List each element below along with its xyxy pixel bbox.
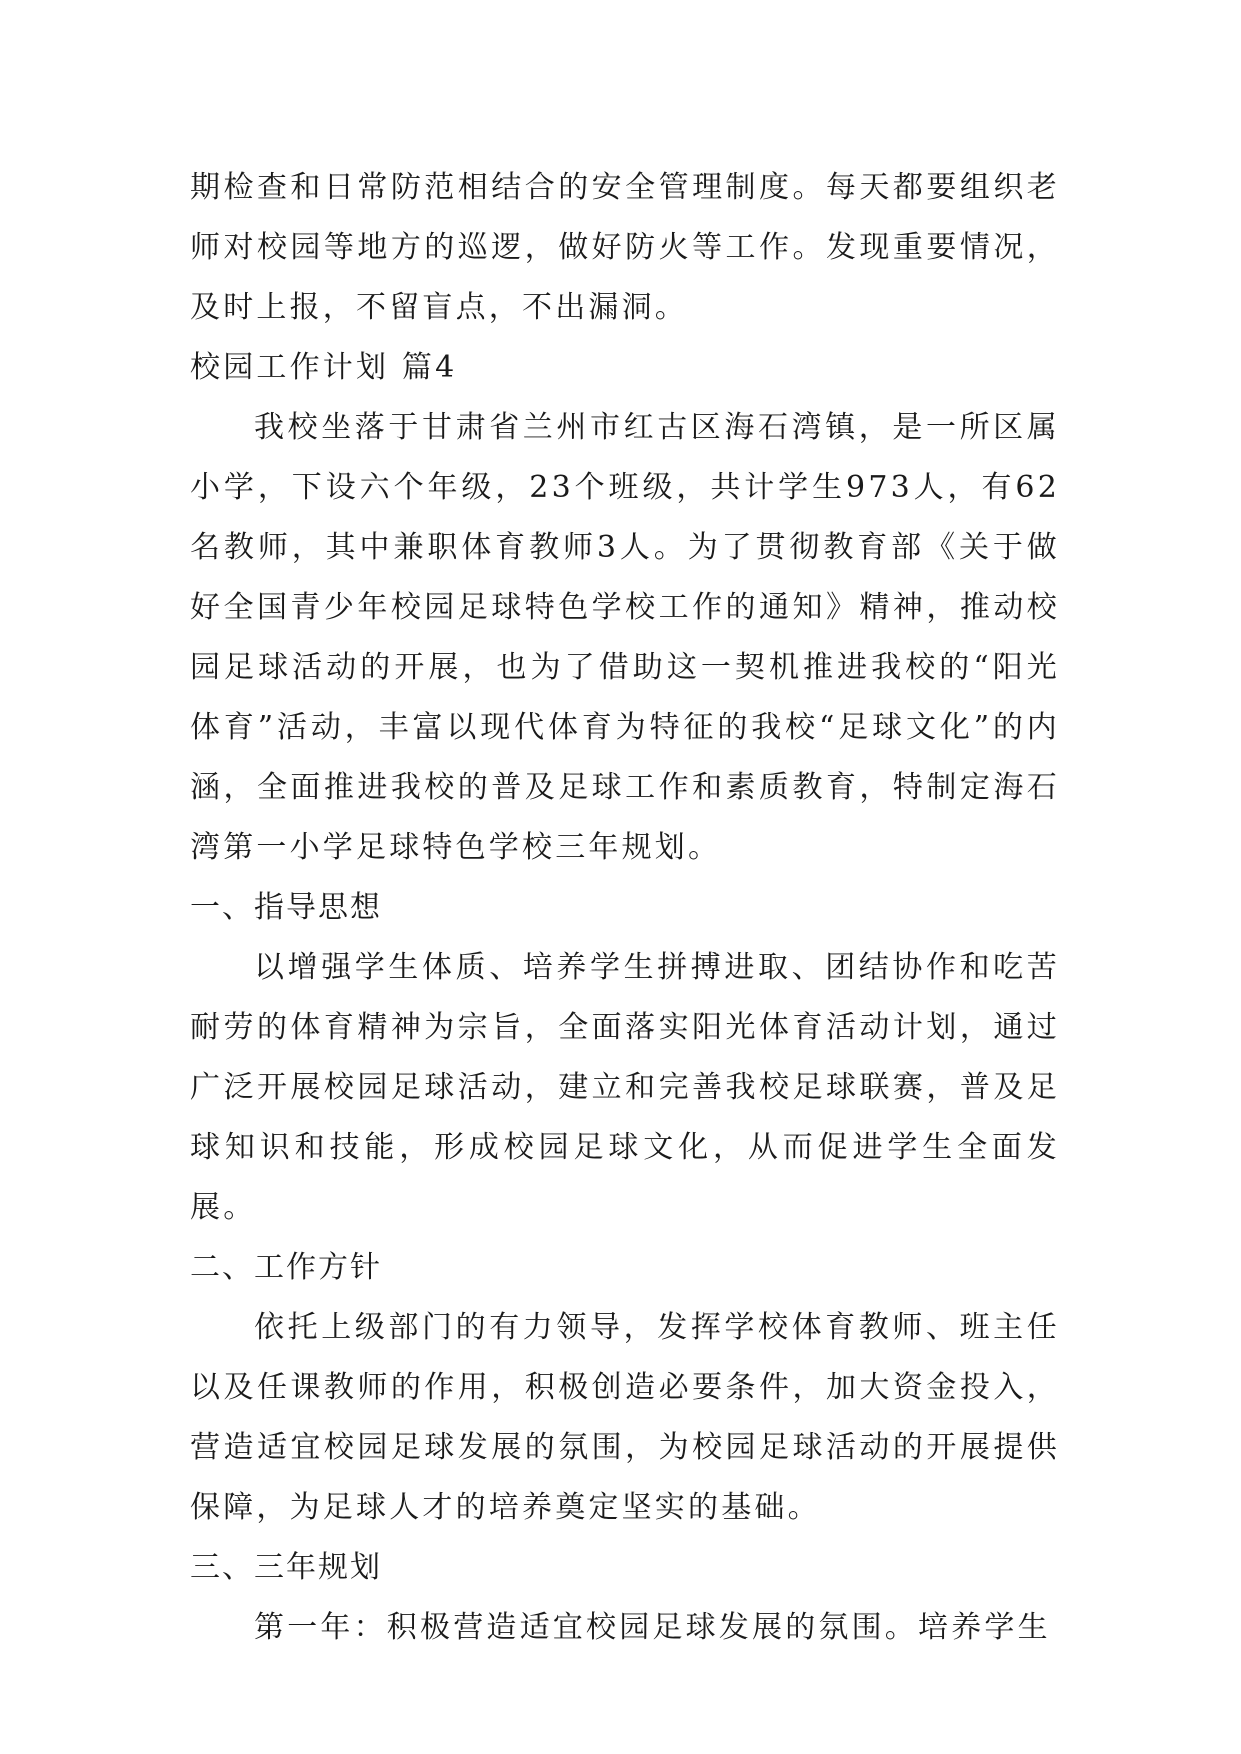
heading-work-policy: 二、工作方针	[190, 1250, 382, 1285]
document-body	[190, 158, 1060, 1658]
heading-guiding-ideology: 一、指导思想	[190, 890, 382, 925]
continuation-paragraph: 期检查和日常防范相结合的安全管理制度。每天都要组织老师对校园等地方的巡逻，做好防火等工作。发现重要情况，及时上报，不留盲点，不出漏洞。	[190, 170, 1060, 325]
guiding-ideology-paragraph: 以增强学生体质、培养学生拼搏进取、团结协作和吃苦耐劳的体育精神为宗旨，全面落实阳光体育活动计划，通过广泛开展校园足球活动，建立和完善我校足球联赛，普及足球知识和技能，形成校园足球文化，从而促进学生全面发展。	[190, 950, 1060, 1225]
heading-three-year-plan: 三、三年规划	[190, 1550, 382, 1585]
intro-paragraph: 我校坐落于甘肃省兰州市红古区海石湾镇，是一所区属小学，下设六个年级，23个班级，共计学生973人，有62名教师，其中兼职体育教师3人。为了贯彻教育部《关于做好全国青少年校园足球特色学校工作的通知》精神，推动校园足球活动的开展，也为了借助这一契机推进我校的“阳光体育”活动，丰富以现代体育为特征的我校“足球文化”的内涵，全面推进我校的普及足球工作和素质教育，特制定海石湾第一小学足球特色学校三年规划。	[190, 410, 1060, 865]
work-policy-paragraph: 依托上级部门的有力领导，发挥学校体育教师、班主任以及任课教师的作用，积极创造必要条件，加大资金投入，营造适宜校园足球发展的氛围，为校园足球活动的开展提供保障，为足球人才的培养奠定坚实的基础。	[190, 1310, 1060, 1525]
section-title: 校园工作计划 篇4	[190, 350, 458, 385]
three-year-plan-paragraph: 第一年：积极营造适宜校园足球发展的氛围。培养学生	[254, 1610, 1051, 1645]
